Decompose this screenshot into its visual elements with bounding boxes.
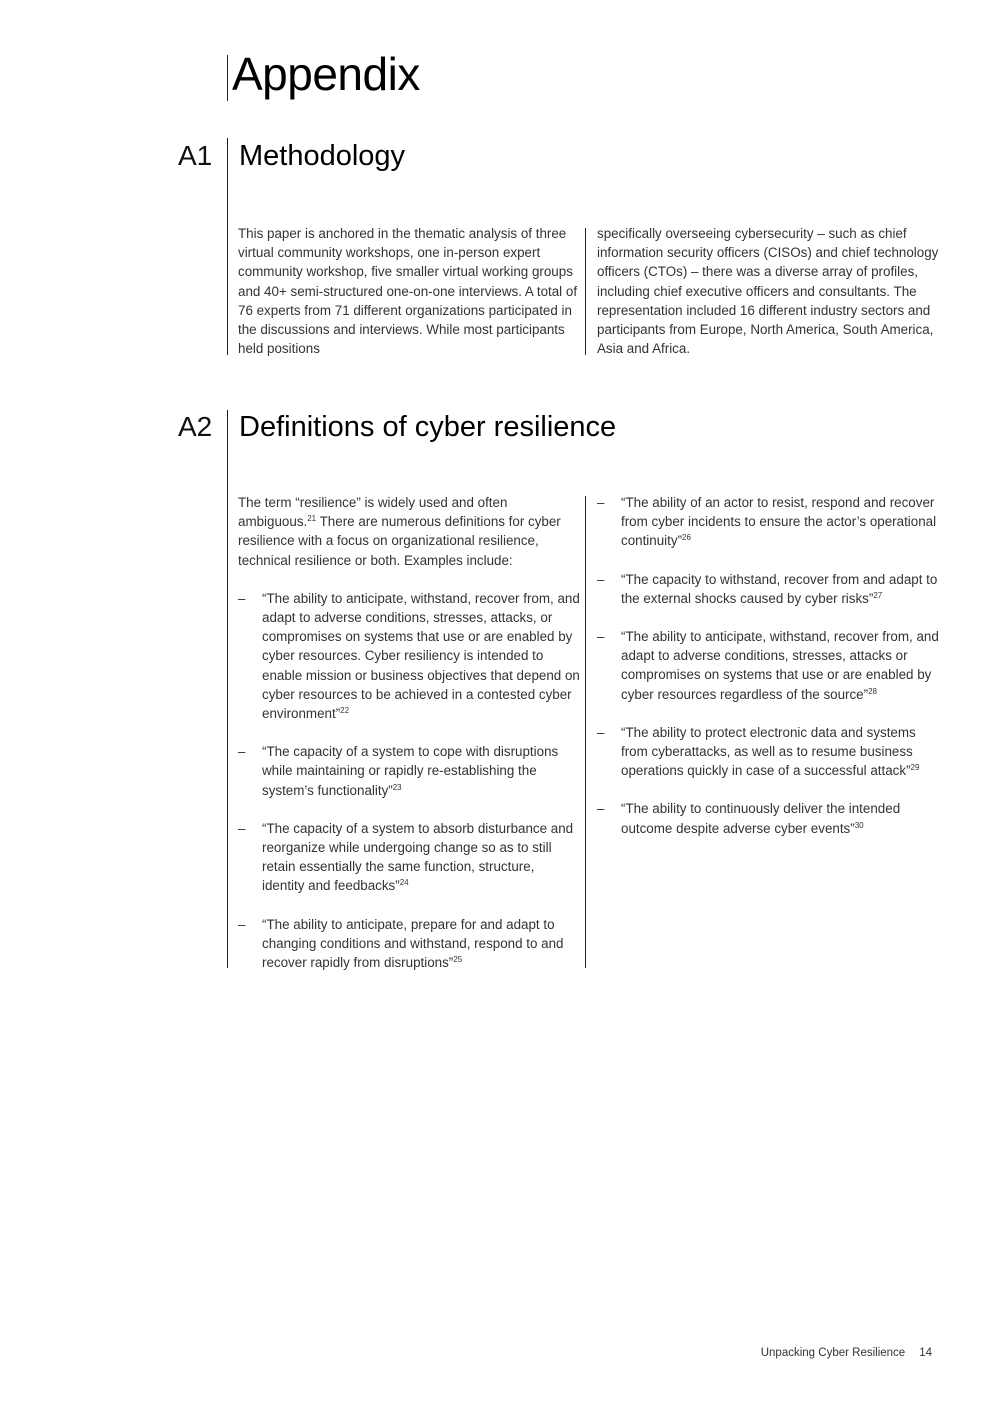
list-item [238, 819, 580, 896]
dash-bullet: – [597, 495, 605, 510]
section-a2-intro [238, 493, 580, 570]
section-a2-left-column [238, 493, 580, 972]
footnote-ref: 25 [453, 955, 463, 965]
definition-text: “The ability to continuously deliver the intended outcome despite adverse cyber events” [621, 801, 901, 836]
section-a1-number: A1 [178, 140, 213, 171]
section-a2-number: A2 [178, 411, 213, 442]
section-a1-left-column [238, 224, 580, 358]
section-a2-rule [227, 410, 228, 968]
dash-bullet: – [238, 744, 246, 760]
dash-bullet: – [597, 724, 605, 740]
footer-document-title: Unpacking Cyber Resilience [760, 1347, 906, 1359]
list-item [597, 493, 939, 551]
list-item [597, 799, 939, 837]
footnote-ref: 26 [682, 533, 691, 543]
definition-text: “The capacity to withstand, recover from and adapt to the external shocks caused by cyber risks” [621, 571, 938, 606]
definition-text: “The ability to anticipate, withstand, recover from, and adapt to adverse conditions, stresses, attacks, or compromises on systems that use or are enabled by cyber resources. Cyber resiliency is intended to enable mission or business objectives that depend on cyber resources to be achieved in a contested cyber environment” [262, 590, 580, 722]
dash-bullet: – [597, 801, 605, 817]
dash-bullet: – [238, 916, 246, 932]
section-a1-right-column [597, 224, 939, 358]
definition-text: “The ability to protect electronic data and systems from cyberattacks, as well as to resume business operations quickly in case of a successful attack” [621, 724, 916, 779]
list-item [238, 742, 580, 800]
list-item [238, 915, 580, 973]
footnote-ref: 22 [340, 706, 350, 716]
section-a1-title: Methodology [239, 140, 406, 172]
list-item [238, 589, 580, 723]
footnote-ref: 28 [868, 686, 877, 696]
dash-bullet: – [238, 590, 246, 606]
section-a2-intro-after-ref: There are numerous definitions for cyber resilience with a focus on organizational resilience, technical resilience or both. Examples include: [238, 514, 561, 568]
footnote-ref: 29 [910, 763, 920, 773]
list-item [597, 627, 939, 704]
section-a2-intro-before-ref: The term “resilience” is widely used and often ambiguous. [238, 495, 508, 530]
footnote-ref: 24 [399, 878, 409, 888]
definition-text: “The ability to anticipate, withstand, recover from, and adapt to adverse conditions, stresses, attacks or compromises on systems that use or are enabled by cyber resources regardless of the source” [621, 629, 939, 702]
footnote-ref: 27 [873, 590, 883, 600]
page-title: Appendix [232, 48, 420, 100]
footnote-ref: 23 [392, 782, 402, 792]
definition-text: “The ability of an actor to resist, respond and recover from cyber incidents to ensure the actor’s operational continuity” [621, 495, 937, 549]
section-a1-right-text: specifically overseeing cybersecurity – such as chief information security officers (CISOs) and chief technology officers (CTOs) – there was a diverse array of profiles, including chief executive officers and consultants. The representation included 16 different industry sectors and participants from Europe, North America, South America, Asia and Africa. [597, 226, 939, 357]
dash-bullet: – [238, 820, 246, 836]
definition-text: “The capacity of a system to absorb disturbance and reorganize while undergoing change so as to still retain essentially the same function, structure, identity and feedbacks” [262, 820, 574, 894]
definition-text: “The ability to anticipate, prepare for and adapt to changing conditions and withstand, respond to and recover rapidly from disruptions” [262, 916, 564, 971]
section-a1-left-text: This paper is anchored in the thematic analysis of three virtual community workshops, one in-person expert community workshop, five smaller virtual working groups and 40+ semi-structured one-on-one interviews. A total of 76 experts from 71 different organizations participated in the discussions and interviews. While most participants held positions [238, 226, 578, 357]
page-number: 14 [919, 1347, 932, 1359]
footnote-ref: 21 [307, 514, 317, 524]
section-a2-right-column [597, 493, 939, 838]
definitions-list-left [238, 589, 580, 972]
footnote-ref: 30 [854, 820, 864, 830]
list-item [597, 723, 939, 781]
section-a1-column-divider [585, 228, 586, 355]
section-a2-column-divider [585, 496, 586, 968]
section-a2-title: Definitions of cyber resilience [239, 411, 617, 443]
page-footer [761, 1347, 932, 1359]
section-a1-rule [227, 138, 228, 355]
list-item [597, 570, 939, 608]
definitions-list-right [597, 493, 939, 838]
definition-text: “The capacity of a system to cope with disruptions while maintaining or rapidly re-establishing the system’s functionality” [262, 744, 559, 798]
title-rule [227, 55, 228, 101]
dash-bullet: – [597, 629, 605, 645]
dash-bullet: – [597, 571, 605, 587]
